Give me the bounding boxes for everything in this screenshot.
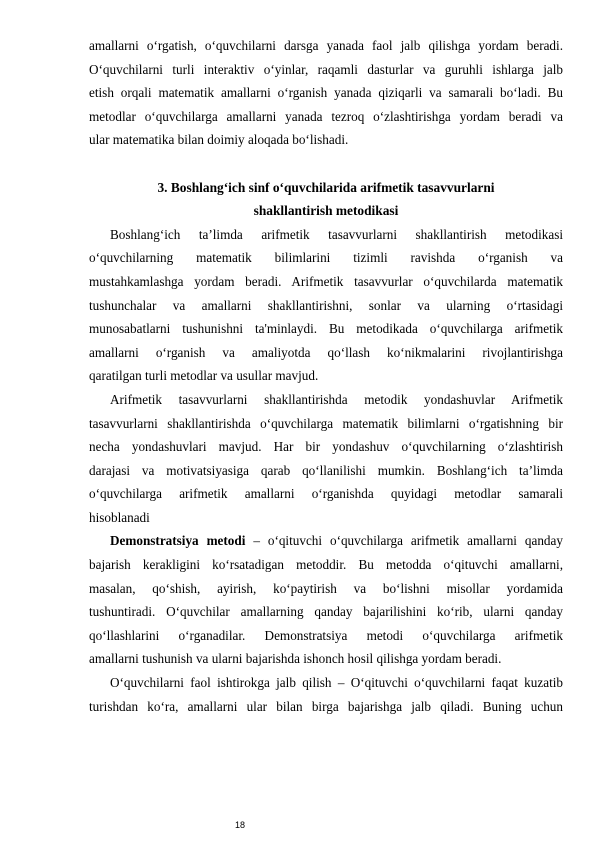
text-line: o‘quvchilarga arifmetik amallarni o‘rganishda quyidagi metodlar samarali: [89, 486, 563, 502]
paragraph-2: [89, 388, 563, 530]
text-line: Boshlang‘ich ta’limda arifmetik tasavvurlarni shakllantirish metodikasi: [110, 226, 563, 242]
text-line: turishdan ko‘ra, amallarni ular bilan birga bajarishga jalb qiladi. Buning uchun: [89, 698, 563, 714]
text-line: darajasi va motivatsiyasiga qarab qo‘llanilishi mumkin. Boshlang‘ich ta’limda: [89, 462, 563, 478]
text-line: hisoblanadi: [89, 509, 150, 525]
text-line: ular matematika bilan doimiy aloqada bo‘lishadi.: [89, 132, 349, 148]
term-definition: – o‘qituvchi o‘quvchilarga arifmetik amallarni qanday: [245, 533, 563, 549]
text-line: O‘quvchilarni faol ishtirokga jalb qilish – O‘qituvchi o‘quvchilarni faqat kuzatib: [110, 675, 563, 691]
text-line: tushuntiradi. O‘quvchilar amallarning qanday bajarilishini ko‘rib, ularni qanday: [89, 604, 563, 620]
intro-paragraph: [89, 34, 563, 152]
text-line: tushunchalar va amallarni shakllantirishni, sonlar va ularning o‘rtasidagi: [89, 297, 563, 313]
text-line: amallarni o‘rganish va amaliyotda qo‘llash ko‘nikmalarini rivojlantirishga: [89, 344, 563, 360]
text-line: amallarni o‘rgatish, o‘quvchilarni darsga yanada faol jalb qilishga yordam beradi.: [89, 38, 563, 53]
text-line: qo‘llashlarini o‘rganadilar. Demonstratsiya metodi o‘quvchilarga arifmetik: [89, 627, 563, 643]
text-line: [89, 529, 563, 553]
term-bold: Demonstratsiya metodi: [110, 533, 246, 549]
text-line: etish orqali matematik amallarni o‘rganish yanada qiziqarli va samarali bo‘ladi. Bu: [89, 85, 563, 101]
text-line: amallarni tushunish va ularni bajarishda ishonch hosil qilishga yordam beradi.: [89, 651, 502, 667]
text-line: metodlar o‘quvchilarga amallarni yanada tezroq o‘zlashtirishga yordam beradi va: [89, 108, 563, 124]
text-line: o‘quvchilarning matematik bilimlarini tizimli ravishda o‘rganish va: [89, 250, 563, 266]
text-line: munosabatlarni tushunishni ta'minlaydi. Bu metodikada o‘quvchilarga arifmetik: [89, 321, 563, 337]
paragraph-1: [89, 223, 563, 388]
text-line: bajarish kerakligini ko‘rsatadigan metoddir. Bu metodda o‘qituvchi amallarni,: [89, 557, 563, 573]
page-number: 18: [234, 820, 245, 830]
text-line: O‘quvchilarni turli interaktiv o‘yinlar, raqamli dasturlar va guruhli ishlarga jalb: [89, 61, 563, 77]
document-page: [89, 34, 563, 718]
paragraph-4: [89, 671, 563, 718]
text-line: mustahkamlashga yordam beradi. Arifmetik tasavvurlar o‘quvchilarda matematik: [89, 273, 563, 289]
text-line: tasavvurlarni shakllantirishda o‘quvchilarga matematik bilimlarni o‘rgatishning bir: [89, 415, 563, 431]
text-line: masalan, qo‘shish, ayirish, ko‘paytirish va bo‘lishni misollar yordamida: [89, 580, 563, 596]
text-line: Arifmetik tasavvurlarni shakllantirishda metodik yondashuvlar Arifmetik: [110, 391, 563, 407]
text-line: necha yondashuvlari mavjud. Har bir yondashuv o‘quvchilarning o‘zlashtirish: [89, 439, 563, 455]
section-heading: 3. Boshlang‘ich sinf o‘quvchilarida arifmetik tasavvurlarni: [157, 179, 495, 195]
text-line: qaratilgan turli metodlar va usullar mavjud.: [89, 368, 319, 384]
section-heading-continued: shakllantirish metodikasi: [253, 203, 399, 219]
paragraph-3: [89, 529, 563, 671]
